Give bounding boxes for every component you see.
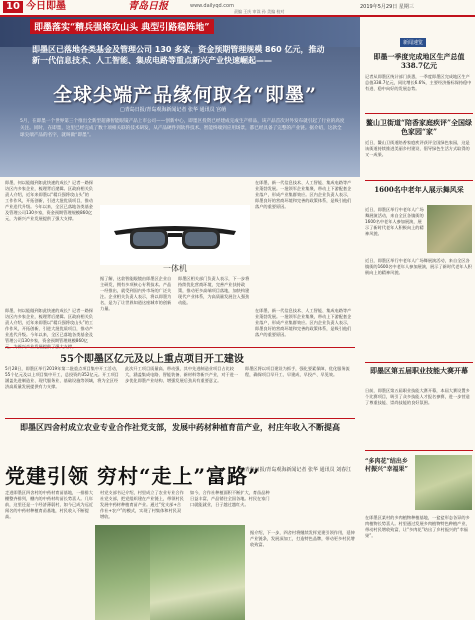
site-url: www.dailyqd.com xyxy=(190,3,234,9)
divider xyxy=(365,362,473,363)
brief-3-text-cont: 近日，即墨区举行中老年人广场舞展演活动，来自全区各镇街的1600名中老年人参加展演，展示了新时代老年人积极向上的精神风貌。 xyxy=(365,258,472,275)
divider xyxy=(365,450,473,451)
glasses-caption: 一体机 xyxy=(163,264,187,273)
greenhouse-photo-left xyxy=(95,525,150,620)
issue-date: 2019年5月29日 星期三 xyxy=(360,4,414,10)
dance-photo xyxy=(427,205,472,253)
article-column-2b: 在即墨，新一代信息技术、人工智能、集成电路等产业蓬勃发展。一批领军企业集聚，带动上下游配套企业落户，形成产业集群效应。区内企业负责人表示，即墨良好的营商环境和完善的政策体系，是吸引他们落户的重要原因。 xyxy=(255,308,352,337)
banner-lead: 5月，在即墨一个世界第三个推出全新型超薄智能眼镜产品上市公司——创新中心，即墨区投资已经建成完成生产样品，该产品首次对外发布就引起了行业的高度关注。同时，在即墨，这里已经完成了数十项相关联的技术研发，从产品硬件到软件技术、智能终端到应用场景，都已经具备了完整的产业链。据介绍，这款全球尖端产品的名字，就叫做“即墨”。 xyxy=(20,119,345,138)
third-story-column-2: 村党支部书记介绍，村里成立了农业专业合作社党支部，把党组织建在产业链上，带领村民发展中药材种植育苗产业。通过“党支部+合作社+农户”的模式，实现了村集体和村民双增收。 xyxy=(100,490,184,519)
second-story-column-3: 即墨区将以项目建设为抓手，强化要素保障，优化服务流程，确保项目早开工、早建成、早投产、早见效。 xyxy=(245,366,350,377)
newspaper-logo: 青岛日报 xyxy=(128,1,168,12)
greenhouse-photo xyxy=(150,525,245,620)
banner-headline: 全球尖端产品缘何取名“即墨” xyxy=(53,84,317,106)
brief-5-headline: “多肉花”结出乡村振兴“幸福果” xyxy=(365,458,408,473)
third-story-byline: □青岛日报/青岛观海新闻记者 张华 通讯员 刘春江 xyxy=(240,467,352,473)
brief-1-text: 记者从即墨区统计部门获悉，一季度即墨区完成地区生产总值338.7亿元，同比增长6.6%，主要经济指标保持稳中有进、稳中向好的发展态势。 xyxy=(365,74,472,91)
divider xyxy=(365,180,473,181)
brief-4-text: 日前，即墨区第五届职业技能大赛开幕，本届大赛设置多个比赛项目，吸引了众多技能人才报名参赛，进一步营造了尊重技能、崇尚技能的良好氛围。 xyxy=(365,388,470,405)
succulent-photo xyxy=(415,455,472,510)
article-column-2: 在即墨，新一代信息技术、人工智能、集成电路等产业蓬勃发展。一批领军企业集聚，带动上下游配套企业落户，形成产业集群效应。区内企业负责人表示，即墨良好的营商环境和完善的政策体系，是吸引他们落户的重要原因。 xyxy=(255,180,352,209)
brief-2-text: 近日，鳌山卫街道陪香家庭疾评获评全国绿色家园，这是该街道持续推进美丽乡村建设、倡导绿色生活方式取得的又一成果。 xyxy=(365,140,470,157)
banner-byline: □青岛日报/青岛观海新闻记者 张华 通讯员 宫萌 xyxy=(120,107,227,113)
section-title: 今日即墨 xyxy=(26,1,66,12)
article-column-3: 据了解，这款智能眼镜由即墨区企业自主研发，拥有多项核心专利技术。产品一经推出，就受到国内外市场的广泛关注。企业相关负责人表示，将以即墨为名，是为了让世界知道这座城市的创新力量。 xyxy=(100,276,172,311)
brief-3-text: 近日，即墨区举行中老年人广场舞展演活动，来自全区各镇街的1600名中老年人参加展演，展示了新时代老年人积极向上的精神风貌。 xyxy=(365,207,424,236)
article-column-4: 即墨区相关部门负责人表示，下一步将持续优化营商环境，完善产业扶持政策，推动更多高端项目落地，加快构建现代产业体系，为高质量发展注入强劲动能。 xyxy=(178,276,250,305)
third-story-column-4: 据介绍，下一步，四舍村将继续发挥党建引领作用，延伸产业链条，发展深加工，打造特色品牌，带动更多村民增收致富。 xyxy=(250,530,355,547)
brief-4-headline: 即墨区第五届职业技能大赛开幕 xyxy=(370,366,468,375)
third-story-column-3: 如今，合作社种植面积不断扩大，育苗品种日益丰富，产品销往全国各地。村民在家门口就能就业，日子越过越红火。 xyxy=(190,490,270,507)
editor-line: 责编 王庆 审读 孙 美编 校对 xyxy=(234,9,285,14)
third-story-subhead: 即墨区四舍村成立农业专业合作社党支部，发展中药材种植育苗产业，村庄年收入不断提高 xyxy=(20,422,340,432)
divider xyxy=(5,418,355,419)
second-story-column-1: 5月28日，即墨区举行2019年第二批重点项目集中开工活动，55个亿元及以上项目集中开工，总投资约352亿元。开工项目涵盖先进制造业、现代服务业、基础设施等领域，将为全区经济高质量发展提供有力支撑。 xyxy=(5,366,120,389)
third-story-column-1: 走进即墨区四舍村的中药材育苗基地，一排排大棚整齐排列，棚内的中药材幼苗长势喜人。几年前，这里还是一个经济薄弱村，如今已成为远近闻名的中药材种植育苗基地，村民收入不断提高。 xyxy=(5,490,93,519)
divider xyxy=(365,113,473,114)
smart-glasses-photo xyxy=(100,205,250,265)
third-story-headline: 党建引领 穷村“走上”富路” xyxy=(5,464,261,488)
news-brief-tag: 新闻速览 xyxy=(400,38,426,47)
brief-2-headline: 鳌山卫街道“陪香家庭疾评”全国绿色家园“家” xyxy=(365,118,473,136)
banner-kicker: 即墨落实“精兵强将攻山头 典型引路稳阵地” xyxy=(30,19,214,34)
article-column-1b: 即墨，何以能做到如此快速的成长？记者一路探访区内多家企业，梳理背后逻辑。区政府相关负责人介绍，近年来即墨以“精兵强将攻山头”的工作作风，开拓创新，引进大批优质项目，推动产业迭代升级。今年以来，全区已落地各类基金及管理公司130多家，资金预期管理规模860亿 xyxy=(5,308,94,343)
second-story-column-2: 此次开工项目质量高、带动强，其中先进制造业项目占比较大，涵盖集成电路、智能装备、新材料等新兴产业，对于进一步优化即墨产业结构、增强发展后劲具有重要意义。 xyxy=(125,366,239,383)
banner-subhead: 即墨区已落地各类基金及管理公司 130 多家，资金预期管理规模 860 亿元，推动新一代信息技术、人工智能、集成电路等重点新兴产业快速崛起—— xyxy=(32,45,325,65)
brief-3-headline: 1600名中老年人展示舞风采 xyxy=(374,185,464,194)
article-column-1: 即墨，何以能做到如此快速的成长？记者一路探访区内多家企业，梳理背后逻辑。区政府相关负责人介绍，近年来即墨以“精兵强将攻山头”的工作作风，开拓创新，引进大批优质项目，推动产业迭代升级。今年以来，全区已落地各类基金及管理公司130多家，资金预期管理规模860亿元，为新兴产业发展提供了强大支撑。 xyxy=(5,180,93,221)
brief-5-text: 在即墨区某村的多肉植物种植基地，一盆盆形态各异的多肉植物长势喜人。村里通过发展多肉植物特色种植产业，带动村民增收致富，让“多肉花”结出了乡村振兴的“幸福果”。 xyxy=(365,515,470,538)
page-number: 10 xyxy=(3,1,23,13)
divider xyxy=(5,347,355,348)
brief-1-headline: 即墨一季度完成地区生产总值 338.7亿元 xyxy=(373,52,465,70)
second-story-headline: 55个即墨区亿元及以上重点项目开工建设 xyxy=(60,354,244,365)
